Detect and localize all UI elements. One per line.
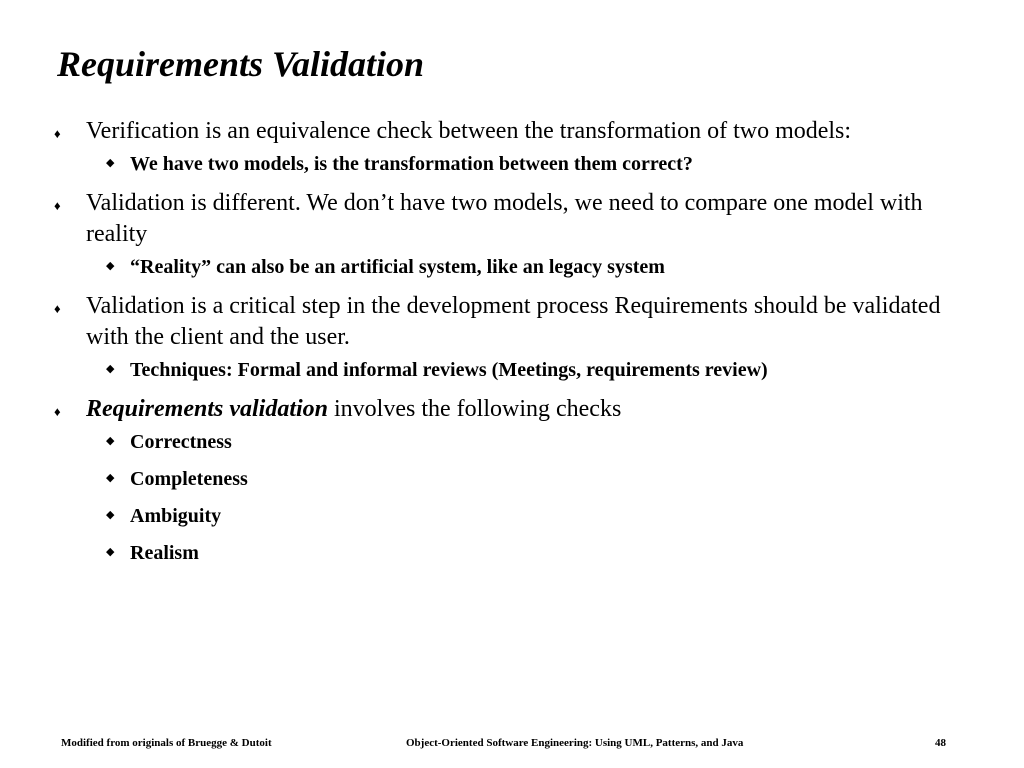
footer-book-title: Object-Oriented Software Engineering: Using UML, Patterns, and Java <box>406 737 744 749</box>
bullet-text: Validation is a critical step in the development process Requirements should be validated with the client and the user. <box>86 293 941 350</box>
diamond-bullet-icon: ♦ <box>54 301 61 316</box>
sub-bullet-text: Completeness <box>130 468 248 490</box>
diamond-bullet-icon: ◆ <box>106 546 115 558</box>
sub-bullet-item <box>0 540 1024 566</box>
sub-bullet-text: Realism <box>130 542 199 564</box>
diamond-bullet-icon: ◆ <box>106 157 115 169</box>
diamond-bullet-icon: ♦ <box>54 126 61 141</box>
sub-bullet-text: “Reality” can also be an artificial system, like an legacy system <box>130 256 665 278</box>
sub-bullet-item <box>0 466 1024 492</box>
diamond-bullet-icon: ◆ <box>106 472 115 484</box>
sub-bullet-item <box>0 254 1024 280</box>
bullet-text: involves the following checks <box>328 396 622 422</box>
sub-bullet-text: Ambiguity <box>130 505 222 527</box>
sub-bullet-item <box>0 357 1024 383</box>
bullet-item <box>0 188 1024 250</box>
sub-bullet-item <box>0 151 1024 177</box>
diamond-bullet-icon: ◆ <box>106 509 115 521</box>
diamond-bullet-icon: ◆ <box>106 260 115 272</box>
diamond-bullet-icon: ♦ <box>54 198 61 213</box>
diamond-bullet-icon: ♦ <box>54 404 61 419</box>
slide-content <box>0 116 1024 577</box>
bullet-item <box>0 394 1024 425</box>
bullet-text: Verification is an equivalence check between the transformation of two models: <box>86 118 852 144</box>
sub-bullet-text: Correctness <box>130 431 232 453</box>
sub-bullet-item <box>0 429 1024 455</box>
diamond-bullet-icon: ◆ <box>106 435 115 447</box>
footer-credit: Modified from originals of Bruegge & Dutoit <box>61 737 272 749</box>
sub-bullet-text: Techniques: Formal and informal reviews (Meetings, requirements review) <box>130 359 768 381</box>
bullet-item <box>0 291 1024 353</box>
bullet-text: Validation is different. We don’t have two models, we need to compare one model with reality <box>86 190 923 247</box>
slide-title: Requirements Validation <box>57 44 425 84</box>
bullet-emphasis-text: Requirements validation <box>86 396 329 422</box>
bullet-item <box>0 116 1024 147</box>
sub-bullet-text: We have two models, is the transformation between them correct? <box>130 153 693 175</box>
sub-bullet-item <box>0 503 1024 529</box>
page-number: 48 <box>935 737 946 749</box>
diamond-bullet-icon: ◆ <box>106 363 115 375</box>
